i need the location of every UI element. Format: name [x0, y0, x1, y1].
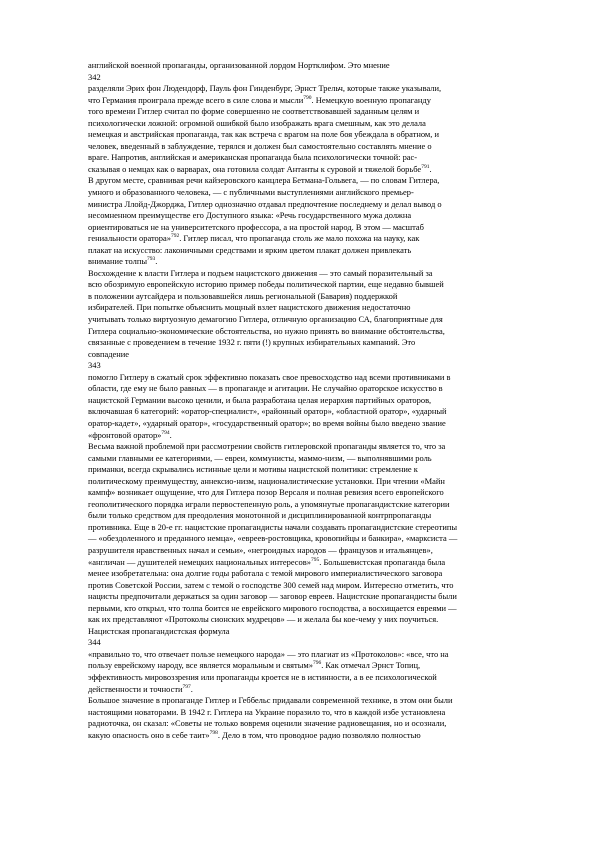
line-text: сказывая о немцах как о варварах, она готовила солдат Антанты к суровой и тяжелой борьбе — [88, 163, 422, 174]
line-text: что Германия проиграла прежде всего в силе слова и мысли — [88, 94, 304, 105]
text-line — [88, 349, 528, 361]
text-line — [88, 141, 528, 153]
line-text: настоящими новаторами. В 1942 г. Гитлера на Украине поразило то, что в каждой избе установлена — [88, 706, 446, 717]
line-text: человек, введенный в заблуждение, терялся и должен был самостоятельно составлять мнение о — [88, 140, 432, 151]
line-text-tail: . Гитлер писал, что пропаганда столь же мало похожа на науку, как — [179, 233, 420, 244]
line-text: против Советской России, затем с темой о господстве 300 семей над миром. Интересно отметить, что — [88, 579, 454, 590]
text-line — [88, 106, 528, 118]
line-text: разрушителя нравственных начал и семьи», «негроидных народов — французов и итальянцев», — [88, 544, 433, 555]
text-line — [88, 464, 528, 476]
text-line — [88, 684, 528, 696]
text-line — [88, 591, 528, 603]
text-line — [88, 268, 528, 280]
text-line — [88, 187, 528, 199]
text-line — [88, 337, 528, 349]
line-text: оратор-кадет», «ударный оратор», «государственный оратор»; во время войны было введено звание — [88, 417, 446, 428]
footnote-ref[interactable]: 793 — [147, 256, 156, 263]
footnote-ref[interactable]: 798 — [209, 729, 218, 736]
text-line — [88, 476, 528, 488]
text-line — [88, 95, 528, 107]
line-text: действенности и точности — [88, 683, 183, 694]
text-line — [88, 60, 528, 72]
page-number — [88, 360, 528, 372]
line-text: несомненном преимуществе его Доступного языка: «Речь государственного мужа должна — [88, 210, 412, 221]
line-text: эффективность мировоззрения или пропаганды кроется не в истинности, а в ее психологической — [88, 671, 437, 682]
line-text: Гитлера социально-экономические обстоятельства, но нужно принять во внимание обстоятельства, — [88, 325, 445, 336]
text-line — [88, 533, 528, 545]
line-text: враге. Напротив, английская и американская пропаганда была психологически точной: рас- — [88, 152, 418, 163]
line-text: самыми главными ее категориями, — евреи, коммунисты, маммо-низм, — выполнявшими роль — [88, 452, 432, 463]
line-text-tail: . Дело в том, что проводное радио позволяло полностью — [217, 729, 421, 740]
text-line — [88, 152, 528, 164]
line-text-tail: . — [190, 683, 193, 694]
text-line — [88, 545, 528, 557]
line-text: как их представляют «Протоколы сионских мудрецов» — и желала бы кое-чему у них поучиться. — [88, 614, 439, 625]
text-line — [88, 649, 528, 661]
line-text: министра Ллойд-Джорджа, Гитлер однозначно отдавал предпочтение последнему и делал вывод о — [88, 198, 442, 209]
text-line — [88, 672, 528, 684]
text-line — [88, 372, 528, 384]
line-text: умного и образованного человека, — с публичными выступлениями английского премьер- — [88, 187, 414, 198]
text-line — [88, 695, 528, 707]
text-line — [88, 291, 528, 303]
text-line — [88, 326, 528, 338]
text-line — [88, 199, 528, 211]
text-line — [88, 395, 528, 407]
line-text: немецкая и австрийская пропаганда, так как встреча с врагом на поле боя убеждала в обратном, и — [88, 129, 439, 140]
line-text: ориентироваться не на университетского профессора, а на простой народ. В этом — масштаб — [88, 221, 424, 232]
line-text: 342 — [88, 71, 101, 82]
page-number — [88, 72, 528, 84]
line-text: кампф» возникает ощущение, что для Гитлера позор Версаля и полная ревизия всего европейского — [88, 487, 444, 498]
text-line — [88, 210, 528, 222]
line-text: плакат на искусство: лаконичными средствами и ярким цветом плакат должен привлекать — [88, 244, 412, 255]
text-line — [88, 302, 528, 314]
line-text: области, где ему не было равных — в пропаганде и агитации. Не случайно ораторское искусство в — [88, 383, 443, 394]
line-text: Весьма важной проблемой при рассмотрении свойств гитлеровской пропаганды является то, что за — [88, 441, 446, 452]
line-text: того времени Гитлер считал по форме совершенно не соответствовавшей заданным целям и — [88, 106, 420, 117]
line-text: пользу еврейскому народу, все является моральным и святым» — [88, 660, 313, 671]
line-text: связанные с проведением в течение 1932 г. пяти (!) крупных избирательных кампаний. Это — [88, 337, 416, 348]
text-line — [88, 222, 528, 234]
line-text: в положении аутсайдера и пользовавшейся лишь региональной (Бавария) поддержкой — [88, 290, 398, 301]
line-text-tail: . — [169, 429, 172, 440]
line-text: помогло Гитлеру в сжатый срок эффективно показать свое превосходство над всеми противниками в — [88, 371, 451, 382]
line-text: совпадение — [88, 348, 130, 359]
footnote-ref[interactable]: 796 — [312, 660, 322, 667]
text-line — [88, 614, 528, 626]
line-text: политическому преимуществу, аннексио-низм, националистические установки. При чтении «Майн — [88, 475, 445, 486]
line-text: геополитического порядка играли первостепенную роль, а упомянутые пропагандистские категории — [88, 498, 450, 509]
line-text-tail: . — [155, 256, 158, 267]
text-line — [88, 418, 528, 430]
text-line — [88, 83, 528, 95]
text-line — [88, 730, 528, 742]
footnote-ref[interactable]: 792 — [170, 233, 180, 240]
document-page — [88, 60, 528, 741]
line-text: внимание толпы — [88, 256, 148, 267]
text-line — [88, 118, 528, 130]
line-text: разделяли Эрих фон Людендорф, Пауль фон Гинденбург, Эрнст Трельч, которые также указывали, — [88, 83, 442, 94]
text-line — [88, 718, 528, 730]
text-line — [88, 487, 528, 499]
line-text: — «обездоленного и преданного немца», «евреев-ростовщика, кровопийцы и банкира», «марксиста — — [88, 533, 458, 544]
text-line — [88, 510, 528, 522]
line-text-tail: . Большевистская пропаганда была — [319, 556, 446, 567]
text-line — [88, 233, 528, 245]
text-line — [88, 557, 528, 569]
text-line — [88, 129, 528, 141]
line-text: «фронтовой оратор» — [88, 429, 162, 440]
line-text: нацистской Германии высоко ценили, и была разработана целая иерархия партийных ораторов, — [88, 394, 432, 405]
line-text-tail: . Как отмечал Эрнст Топиц, — [321, 660, 421, 671]
line-text-tail: . — [429, 163, 432, 174]
line-text: «правильно то, что отвечает пользе немецкого народа» — это плагиат из «Протоколов»: «все, что на — [88, 648, 449, 659]
text-line — [88, 256, 528, 268]
text-line — [88, 660, 528, 672]
text-line — [88, 522, 528, 534]
line-text: Нацистская пропагандистская формула — [88, 625, 230, 636]
text-line — [88, 603, 528, 615]
line-text: приманки, всегда скрывались истинные цели и мотивы нацистской политики: стремление к — [88, 464, 418, 475]
line-text: были только средством для преодоления монотонной и дисциплинированной контрпропаганды — [88, 510, 432, 521]
text-line — [88, 580, 528, 592]
footnote-ref[interactable]: 791 — [421, 163, 430, 170]
footnote-ref[interactable]: 790 — [303, 94, 312, 101]
text-line — [88, 245, 528, 257]
line-text-tail: . Немецкую военную пропаганду — [311, 94, 431, 105]
text-line — [88, 175, 528, 187]
line-text: учитывать только виртуозную демагогию Гитлера, отличную организацию СА, благоприятные для — [88, 314, 443, 325]
text-line — [88, 383, 528, 395]
footnote-ref[interactable]: 794 — [161, 429, 170, 436]
line-text: противника. Еще в 20-е гг. нацистские пропагандисты начали создавать пропагандистские стереотипы — [88, 521, 458, 532]
text-line — [88, 406, 528, 418]
page-number — [88, 637, 528, 649]
text-line — [88, 430, 528, 442]
text-line — [88, 568, 528, 580]
line-text: 343 — [88, 360, 101, 371]
line-text: 344 — [88, 637, 101, 648]
line-text: Восхождение к власти Гитлера и подъем нацистского движения — это самый поразительный за — [88, 267, 433, 278]
line-text: нацисты предпочитали держаться за один заговор — заговор евреев. Нацистские пропагандисты были — [88, 591, 457, 602]
line-text: радиоточка, он сказал: «Советы не только вовремя оценили значение радиовещания, но и осознали, — [88, 718, 447, 729]
text-line — [88, 707, 528, 719]
line-text: первыми, кто открыл, что толпа боится не еврейского мирового господства, а восхищается евреями — — [88, 602, 457, 613]
line-text: избирателей. При попытке объяснить мощный взлет нацистского движения недостаточно — [88, 302, 411, 313]
line-text: включавшая 6 категорий: «оратор-специалист», «районный оратор», «областной оратор», «ударный — [88, 406, 447, 417]
line-text: всю обозримую европейскую историю пример победы политической партии, еще недавно бывшей — [88, 279, 444, 290]
line-text: английской военной пропаганды, организованной лордом Нортклифом. Это мнение — [88, 60, 390, 70]
line-text: Большое значение в пропаганде Гитлер и Геббельс придавали современной технике, в этом они были — [88, 695, 453, 706]
text-line — [88, 279, 528, 291]
line-text: психологически ложной: огромной ошибкой было изображать врага смешным, как это делала — [88, 117, 426, 128]
line-text: «англичан — душителей немецких национальных интересов» — [88, 556, 311, 567]
line-text: менее изобретательна: она долгие годы работала с темой мирового империалистического заговора — [88, 568, 443, 579]
text-line — [88, 441, 528, 453]
text-line — [88, 626, 528, 638]
text-line — [88, 499, 528, 511]
text-line — [88, 314, 528, 326]
line-text: какую опасность оно в себе таит» — [88, 729, 210, 740]
footnote-ref[interactable]: 797 — [182, 683, 191, 690]
line-text: гениальности оратора» — [88, 233, 171, 244]
line-text: В другом месте, сравнивая речи кайзеровского канцлера Бетмана-Гольвега, — по словам Гитлера, — [88, 175, 440, 186]
text-line — [88, 453, 528, 465]
footnote-ref[interactable]: 795 — [310, 556, 320, 563]
text-line — [88, 164, 528, 176]
